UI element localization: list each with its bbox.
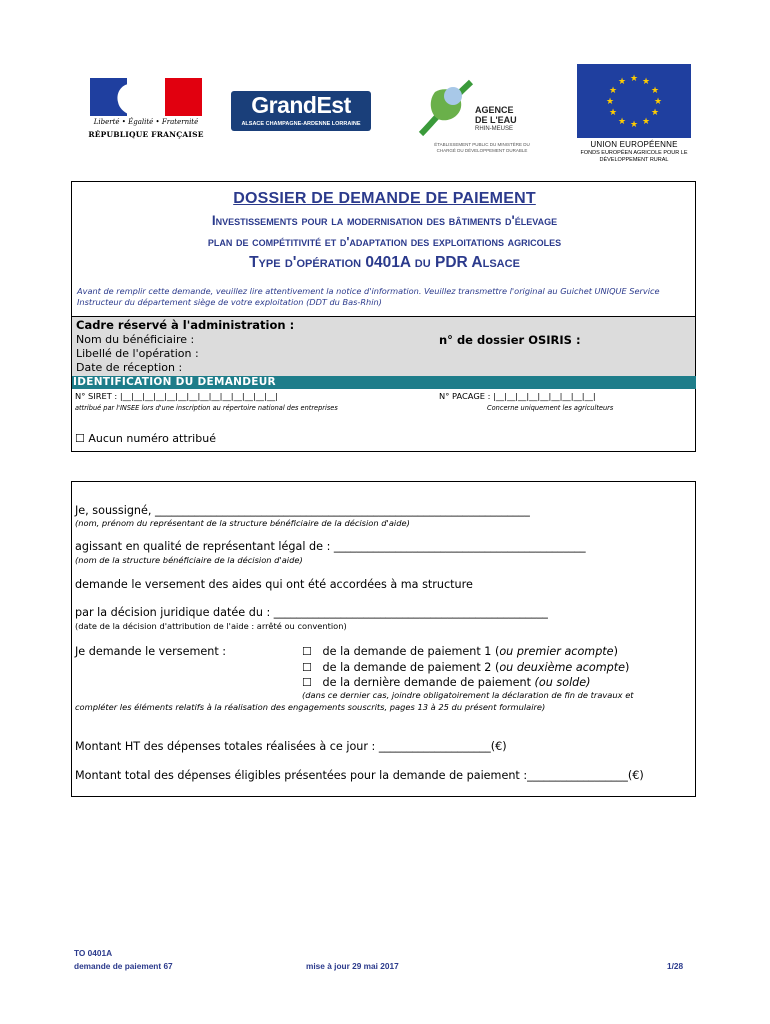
- grand-est-logo: [231, 91, 371, 131]
- footer-update-date: mise à jour 29 mai 2017: [306, 961, 399, 971]
- agence-eau-logo: [415, 78, 540, 156]
- solde-note-1: (dans ce dernier cas, joindre obligatoirement la déclaration de fin de travaux et: [302, 690, 634, 700]
- demande-label: Je demande le versement :: [75, 645, 227, 658]
- svg-text:★: ★: [653, 97, 663, 107]
- rf-motto: Liberté • Égalité • Fraternité: [93, 118, 199, 126]
- svg-text:★: ★: [641, 77, 651, 87]
- svg-text:★: ★: [605, 97, 615, 107]
- footer-code: TO 0401A: [74, 948, 113, 958]
- document-subtitle-2: plan de compétitivité et d'adaptation des exploitations agricoles: [207, 234, 562, 249]
- solde-note-2: compléter les éléments relatifs à la réalisation des engagements souscrits, pages 13 à 25 du présent formulaire): [75, 702, 546, 712]
- rf-name: RÉPUBLIQUE FRANÇAISE: [88, 130, 204, 139]
- option-payment-final[interactable]: ☐ de la dernière demande de paiement (ou solde): [302, 676, 591, 689]
- grand-est-name: GrandEst: [251, 92, 351, 118]
- agence-eau-tagline: ÉTABLISSEMENT PUBLIC DU MINISTÈRE DU CHARGÉ DU DÉVELOPPEMENT DURABLE: [434, 142, 530, 153]
- union-europeenne-logo: [577, 64, 691, 164]
- siret-field[interactable]: N° SIRET : |__|__|__|__|__|__|__|__|__|__|__|__|__|__|: [75, 391, 278, 401]
- svg-text:★: ★: [650, 108, 660, 118]
- option-payment-1[interactable]: ☐ de la demande de paiement 1 (ou premier acompte): [302, 645, 618, 658]
- qualite-field[interactable]: agissant en qualité de représentant légal de : _____________________________________________: [75, 540, 586, 553]
- decision-date-field[interactable]: par la décision juridique datée du : _________________________________________________: [75, 606, 548, 619]
- checkbox-icon[interactable]: ☐: [75, 432, 85, 445]
- agence-eau-region: RHIN-MEUSE: [475, 126, 514, 132]
- no-number-label: Aucun numéro attribué: [88, 432, 216, 445]
- svg-text:★: ★: [608, 108, 618, 118]
- pacage-note: Concerne uniquement les agriculteurs: [487, 404, 614, 412]
- montant-ht-field[interactable]: Montant HT des dépenses totales réalisées à ce jour : ____________________(€): [75, 740, 507, 753]
- svg-text:★: ★: [650, 86, 660, 96]
- agence-eau-emblem-icon: [415, 78, 475, 138]
- operation-label: Libellé de l'opération :: [76, 347, 199, 360]
- eu-name: UNION EUROPÉENNE: [590, 140, 678, 149]
- svg-text:★: ★: [617, 117, 627, 127]
- versement-aides-text: demande le versement des aides qui ont été accordées à ma structure: [75, 578, 473, 591]
- intro-text: Avant de remplir cette demande, veuillez lire attentivement la notice d'information. Veuillez transmettre l'original au Guichet UNIQUE Service Instructeur du département siège de votre exploitation (DDT du Bas-Rhin): [77, 286, 660, 307]
- soussigne-note: (nom, prénom du représentant de la structure bénéficiaire de la décision d'aide): [75, 518, 410, 528]
- pacage-field[interactable]: N° PACAGE : |__|__|__|__|__|__|__|__|__|: [439, 391, 596, 401]
- payment-request-box: [71, 481, 696, 797]
- beneficiary-label: Nom du bénéficiaire :: [76, 333, 195, 346]
- document-title: DOSSIER DE DEMANDE DE PAIEMENT: [233, 190, 536, 207]
- svg-text:★: ★: [617, 77, 627, 87]
- tricolor-flag-icon: [90, 78, 202, 116]
- osiris-number-label: n° de dossier OSIRIS :: [439, 333, 581, 347]
- option-payment-2[interactable]: ☐ de la demande de paiement 2 (ou deuxième acompte): [302, 661, 630, 674]
- reception-date-label: Date de réception :: [76, 361, 183, 374]
- document-subtitle-3: Type d'opération 0401A du PDR Alsace: [249, 254, 520, 271]
- decision-note: (date de la décision d'attribution de l'aide : arrêté ou convention): [75, 621, 347, 631]
- checkbox-icon[interactable]: ☐: [302, 676, 312, 689]
- no-number-option[interactable]: [75, 432, 216, 445]
- checkbox-icon[interactable]: ☐: [302, 645, 312, 658]
- admin-heading: Cadre réservé à l'administration :: [76, 318, 295, 332]
- montant-eligible-field[interactable]: Montant total des dépenses éligibles présentées pour la demande de paiement :__________________(€): [75, 769, 644, 782]
- logo-bar: [0, 0, 770, 175]
- eu-fund: FONDS EUROPÉEN AGRICOLE POUR LE DÉVELOPPEMENT RURAL: [580, 150, 688, 163]
- svg-text:★: ★: [641, 117, 651, 127]
- agence-eau-name: AGENCE DE L'EAU: [475, 105, 517, 125]
- eu-flag-icon: [577, 64, 691, 138]
- document-subtitle-1: Investissements pour la modernisation des bâtiments d'élevage: [211, 213, 558, 228]
- svg-text:★: ★: [608, 86, 618, 96]
- republique-francaise-logo: [86, 78, 206, 148]
- admin-reserved-section: [72, 316, 695, 377]
- svg-text:★: ★: [629, 74, 639, 84]
- siret-note: attribué par l'INSEE lors d'une inscription au répertoire national des entreprises: [75, 404, 338, 412]
- grand-est-sub: ALSACE CHAMPAGNE-ARDENNE LORRAINE: [241, 121, 361, 127]
- svg-text:★: ★: [629, 120, 639, 130]
- footer-doc-name: demande de paiement 67: [74, 961, 173, 971]
- footer-page-number: 1/28: [667, 961, 684, 971]
- qualite-note: (nom de la structure bénéficiaire de la décision d'aide): [75, 555, 303, 565]
- identification-band: IDENTIFICATION DU DEMANDEUR: [72, 376, 696, 389]
- checkbox-icon[interactable]: ☐: [302, 661, 312, 674]
- form-header-box: [71, 181, 696, 452]
- soussigne-field[interactable]: Je, soussigné, ___________________________________________________________________: [75, 504, 530, 517]
